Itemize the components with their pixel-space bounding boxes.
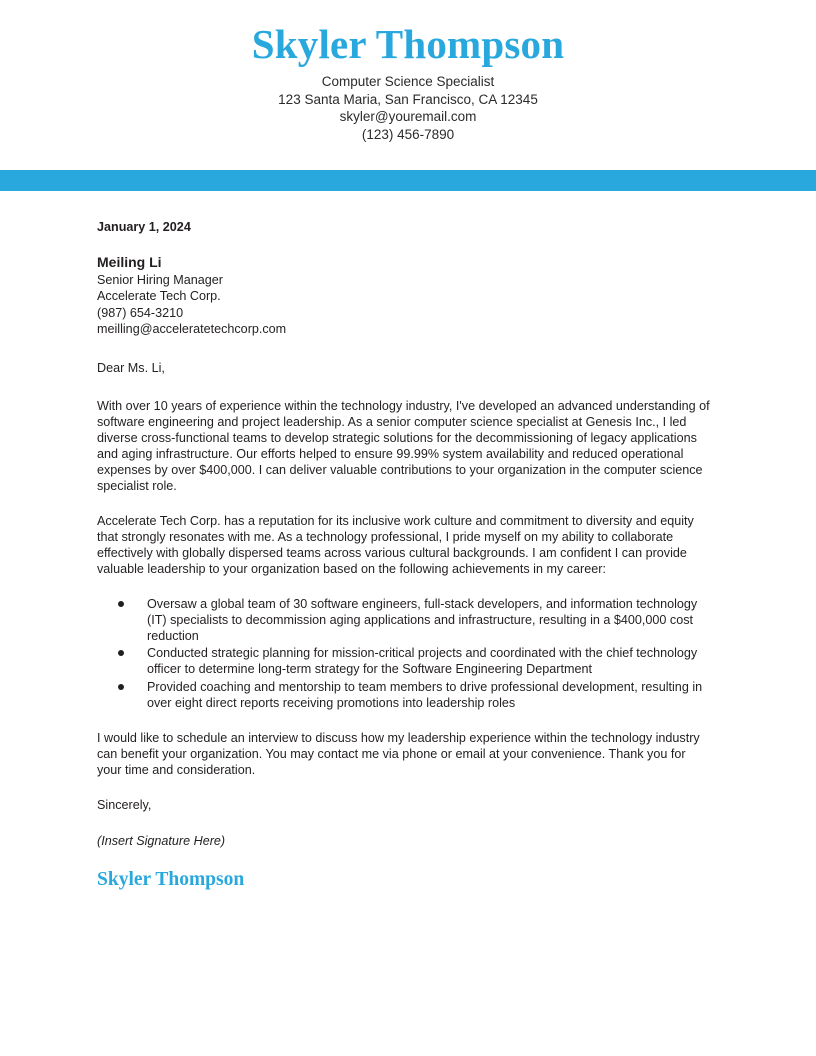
- candidate-name-heading: Skyler Thompson: [251, 21, 565, 67]
- signature-placeholder: (Insert Signature Here): [97, 834, 226, 849]
- body-paragraph-2: Accelerate Tech Corp. has a reputation for its inclusive work culture and commitment to diversity and equity that strongly resonates with me. As a technology professional, I pride myself on my ability to collaborate effectively with globally dispersed teams across various cultural backgrounds. I am confident I can provide valuable leadership to your organization based on the following achievements in my career:: [97, 513, 694, 576]
- contact-details: [0, 73, 816, 143]
- recipient-phone: (987) 654-3210: [97, 305, 184, 320]
- recipient-company: Accelerate Tech Corp.: [97, 289, 221, 304]
- job-title: Computer Science Specialist: [321, 74, 495, 90]
- sign-off: Sincerely,: [97, 798, 152, 813]
- list-item: [97, 596, 713, 645]
- salutation: Dear Ms. Li,: [97, 360, 165, 375]
- achievement-text: Oversaw a global team of 30 software engineers, full-stack developers, and information technology (IT) specialists to decommission aging applications and infrastructure, resulting in a $400,000 cost reduction: [147, 596, 698, 644]
- achievements-list: [97, 596, 713, 711]
- accent-divider-bar: [0, 170, 816, 191]
- email-address: skyler@youremail.com: [339, 109, 477, 125]
- letter-body: [97, 219, 713, 890]
- recipient-block: [97, 253, 713, 338]
- signature-name: Skyler Thompson: [97, 869, 245, 891]
- bullet-point-icon: [118, 650, 124, 656]
- achievement-text: Conducted strategic planning for mission-critical projects and coordinated with the chief technology officer to determine long-term strategy for the Software Engineering Department: [147, 646, 698, 677]
- phone-number: (123) 456-7890: [361, 126, 455, 142]
- recipient-name: Meiling Li: [97, 254, 162, 270]
- letterhead: [0, 0, 816, 143]
- body-paragraph-1: With over 10 years of experience within the technology industry, I've developed an advanced understanding of software engineering and project leadership. As a senior computer science specialist at Genesis Inc., I led diverse cross-functional teams to develop strategic solutions for the decommissioning of legacy applications and aging infrastructure. Our efforts helped to ensure 99.99% system availability and reduced operational expenses by over $400,000. I can deliver valuable contributions to your organization in the computer science specialist role.: [97, 398, 710, 493]
- recipient-title: Senior Hiring Manager: [97, 273, 223, 287]
- list-item: [97, 645, 713, 677]
- letter-date: January 1, 2024: [97, 220, 191, 234]
- recipient-email: meilling@acceleratetechcorp.com: [97, 322, 287, 337]
- achievement-text: Provided coaching and mentorship to team members to drive professional development, resulting in over eight direct reports receiving promotions into leadership roles: [147, 679, 703, 710]
- closing-paragraph: I would like to schedule an interview to discuss how my leadership experience within the technology industry can benefit your organization. You may contact me via phone or email at your convenience. Thank you for your time and consideration.: [97, 731, 700, 778]
- bullet-point-icon: [118, 601, 124, 607]
- mailing-address: 123 Santa Maria, San Francisco, CA 12345: [278, 91, 538, 107]
- bullet-point-icon: [118, 684, 124, 690]
- list-item: [97, 679, 713, 711]
